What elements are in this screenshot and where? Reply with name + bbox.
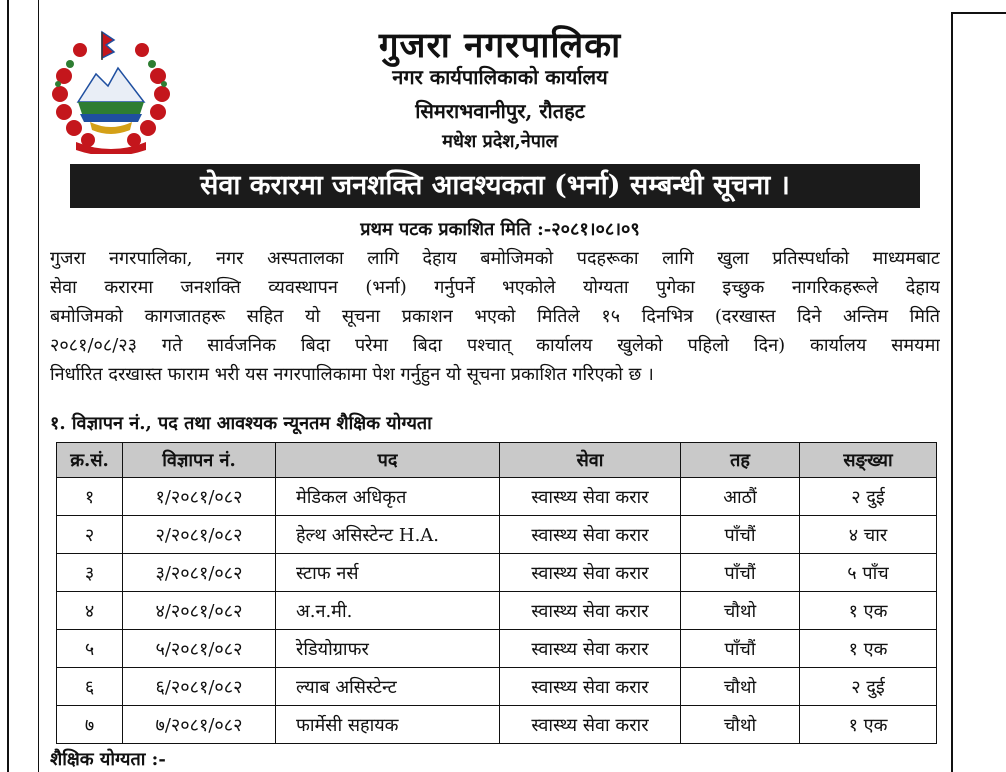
cell-count: २ दुई [800,478,937,516]
left-inner-frame-line [38,0,39,772]
notice-title-banner: सेवा करारमा जनशक्ति आवश्यकता (भर्ना) सम्बन्धी सूचना । [70,164,920,208]
province-name: मधेश प्रदेश,नेपाल [442,131,558,152]
cell-level: चौथो [681,706,800,744]
table-row [57,630,937,668]
cell-service: स्वास्थ्य सेवा करार [500,478,681,516]
body-line: सेवा करारमा जनशक्ति व्यवस्थापन (भर्ना) गर्नुपर्ने भएकोले योग्यता पुगेका इच्छुक नागरिकहरूले देहाय [50,277,940,298]
notice-body [50,244,940,389]
vacancy-table [56,442,937,744]
table-row [57,706,937,744]
cell-count: ४ चार [800,516,937,554]
col-header-serial: क्र.सं. [57,443,123,478]
cell-serial: ६ [57,668,123,706]
col-header-count: सङ्ख्या [800,443,937,478]
education-heading: शैक्षिक योग्यता :- [50,749,166,770]
cell-service: स्वास्थ्य सेवा करार [500,706,681,744]
cell-ad-number: ३/२०८१/०८२ [123,554,276,592]
table-row [57,516,937,554]
cell-post: हेल्थ असिस्टेन्ट H.A. [276,516,500,554]
cell-ad-number: २/२०८१/०८२ [123,516,276,554]
cell-ad-number: ४/२०८१/०८२ [123,592,276,630]
office-location: सिमराभवानीपुर, रौतहट [415,99,585,123]
cell-serial: ३ [57,554,123,592]
col-header-level: तह [681,443,800,478]
cell-serial: ७ [57,706,123,744]
table-row [57,478,937,516]
office-name: नगर कार्यपालिकाको कार्यालय [392,65,608,89]
table-row [57,554,937,592]
table-row [57,592,937,630]
left-frame-line [7,0,9,772]
cell-level: चौथो [681,668,800,706]
cell-count: १ एक [800,592,937,630]
cell-service: स्वास्थ्य सेवा करार [500,630,681,668]
body-line: निर्धारित दरखास्त फाराम भरी यस नगरपालिकामा पेश गर्नुहुन यो सूचना प्रकाशित गरिएको छ । [50,364,654,385]
cell-service: स्वास्थ्य सेवा करार [500,592,681,630]
cell-level: चौथो [681,592,800,630]
cell-post: फार्मेसी सहायक [276,706,500,744]
cell-serial: ५ [57,630,123,668]
cell-ad-number: ७/२०८१/०८२ [123,706,276,744]
cell-service: स्वास्थ्य सेवा करार [500,554,681,592]
cell-serial: २ [57,516,123,554]
cell-count: १ एक [800,706,937,744]
cell-post: मेडिकल अधिकृत [276,478,500,516]
cell-post: अ.न.मी. [276,592,500,630]
cell-count: १ एक [800,630,937,668]
body-line: बमोजिमको कागजातहरू सहित यो सूचना प्रकाशन भएको मितिले १५ दिनभित्र (दरखास्त दिने अन्तिम मिति [50,306,940,327]
table-row [57,668,937,706]
col-header-service: सेवा [500,443,681,478]
cell-ad-number: ५/२०८१/०८२ [123,630,276,668]
cell-service: स्वास्थ्य सेवा करार [500,516,681,554]
cell-serial: १ [57,478,123,516]
table-header-row [57,443,937,478]
nepal-emblem-icon [50,28,172,154]
cell-post: ल्याब असिस्टेन्ट [276,668,500,706]
cell-post: स्टाफ नर्स [276,554,500,592]
cell-level: आठौं [681,478,800,516]
top-frame-line [951,12,1006,14]
cell-count: २ दुई [800,668,937,706]
body-line: २०८१/०८/२३ गते सार्वजनिक बिदा परेमा बिदा पश्चात् कार्यालय खुलेको पहिलो दिन) कार्यालय समयमा [50,335,940,356]
cell-ad-number: ६/२०८१/०८२ [123,668,276,706]
body-line: गुजरा नगरपालिका, नगर अस्पतालका लागि देहाय बमोजिमको पदहरूका लागि खुला प्रतिस्पर्धाको माध्यमबाट [50,248,940,269]
cell-level: पाँचौं [681,516,800,554]
col-header-ad-number: विज्ञापन नं. [123,443,276,478]
cell-service: स्वास्थ्य सेवा करार [500,668,681,706]
cell-post: रेडियोग्राफर [276,630,500,668]
cell-level: पाँचौं [681,630,800,668]
cell-count: ५ पाँच [800,554,937,592]
cell-level: पाँचौं [681,554,800,592]
published-date: प्रथम पटक प्रकाशित मिति :-२०८१।०८।०९ [360,219,640,240]
cell-ad-number: १/२०८१/०८२ [123,478,276,516]
col-header-post: पद [276,443,500,478]
right-frame-line [951,14,953,772]
municipality-name: गुजरा नगरपालिका [378,25,622,66]
cell-serial: ४ [57,592,123,630]
section1-heading: १. विज्ञापन नं., पद तथा आवश्यक न्यूनतम शैक्षिक योग्यता [50,413,432,434]
